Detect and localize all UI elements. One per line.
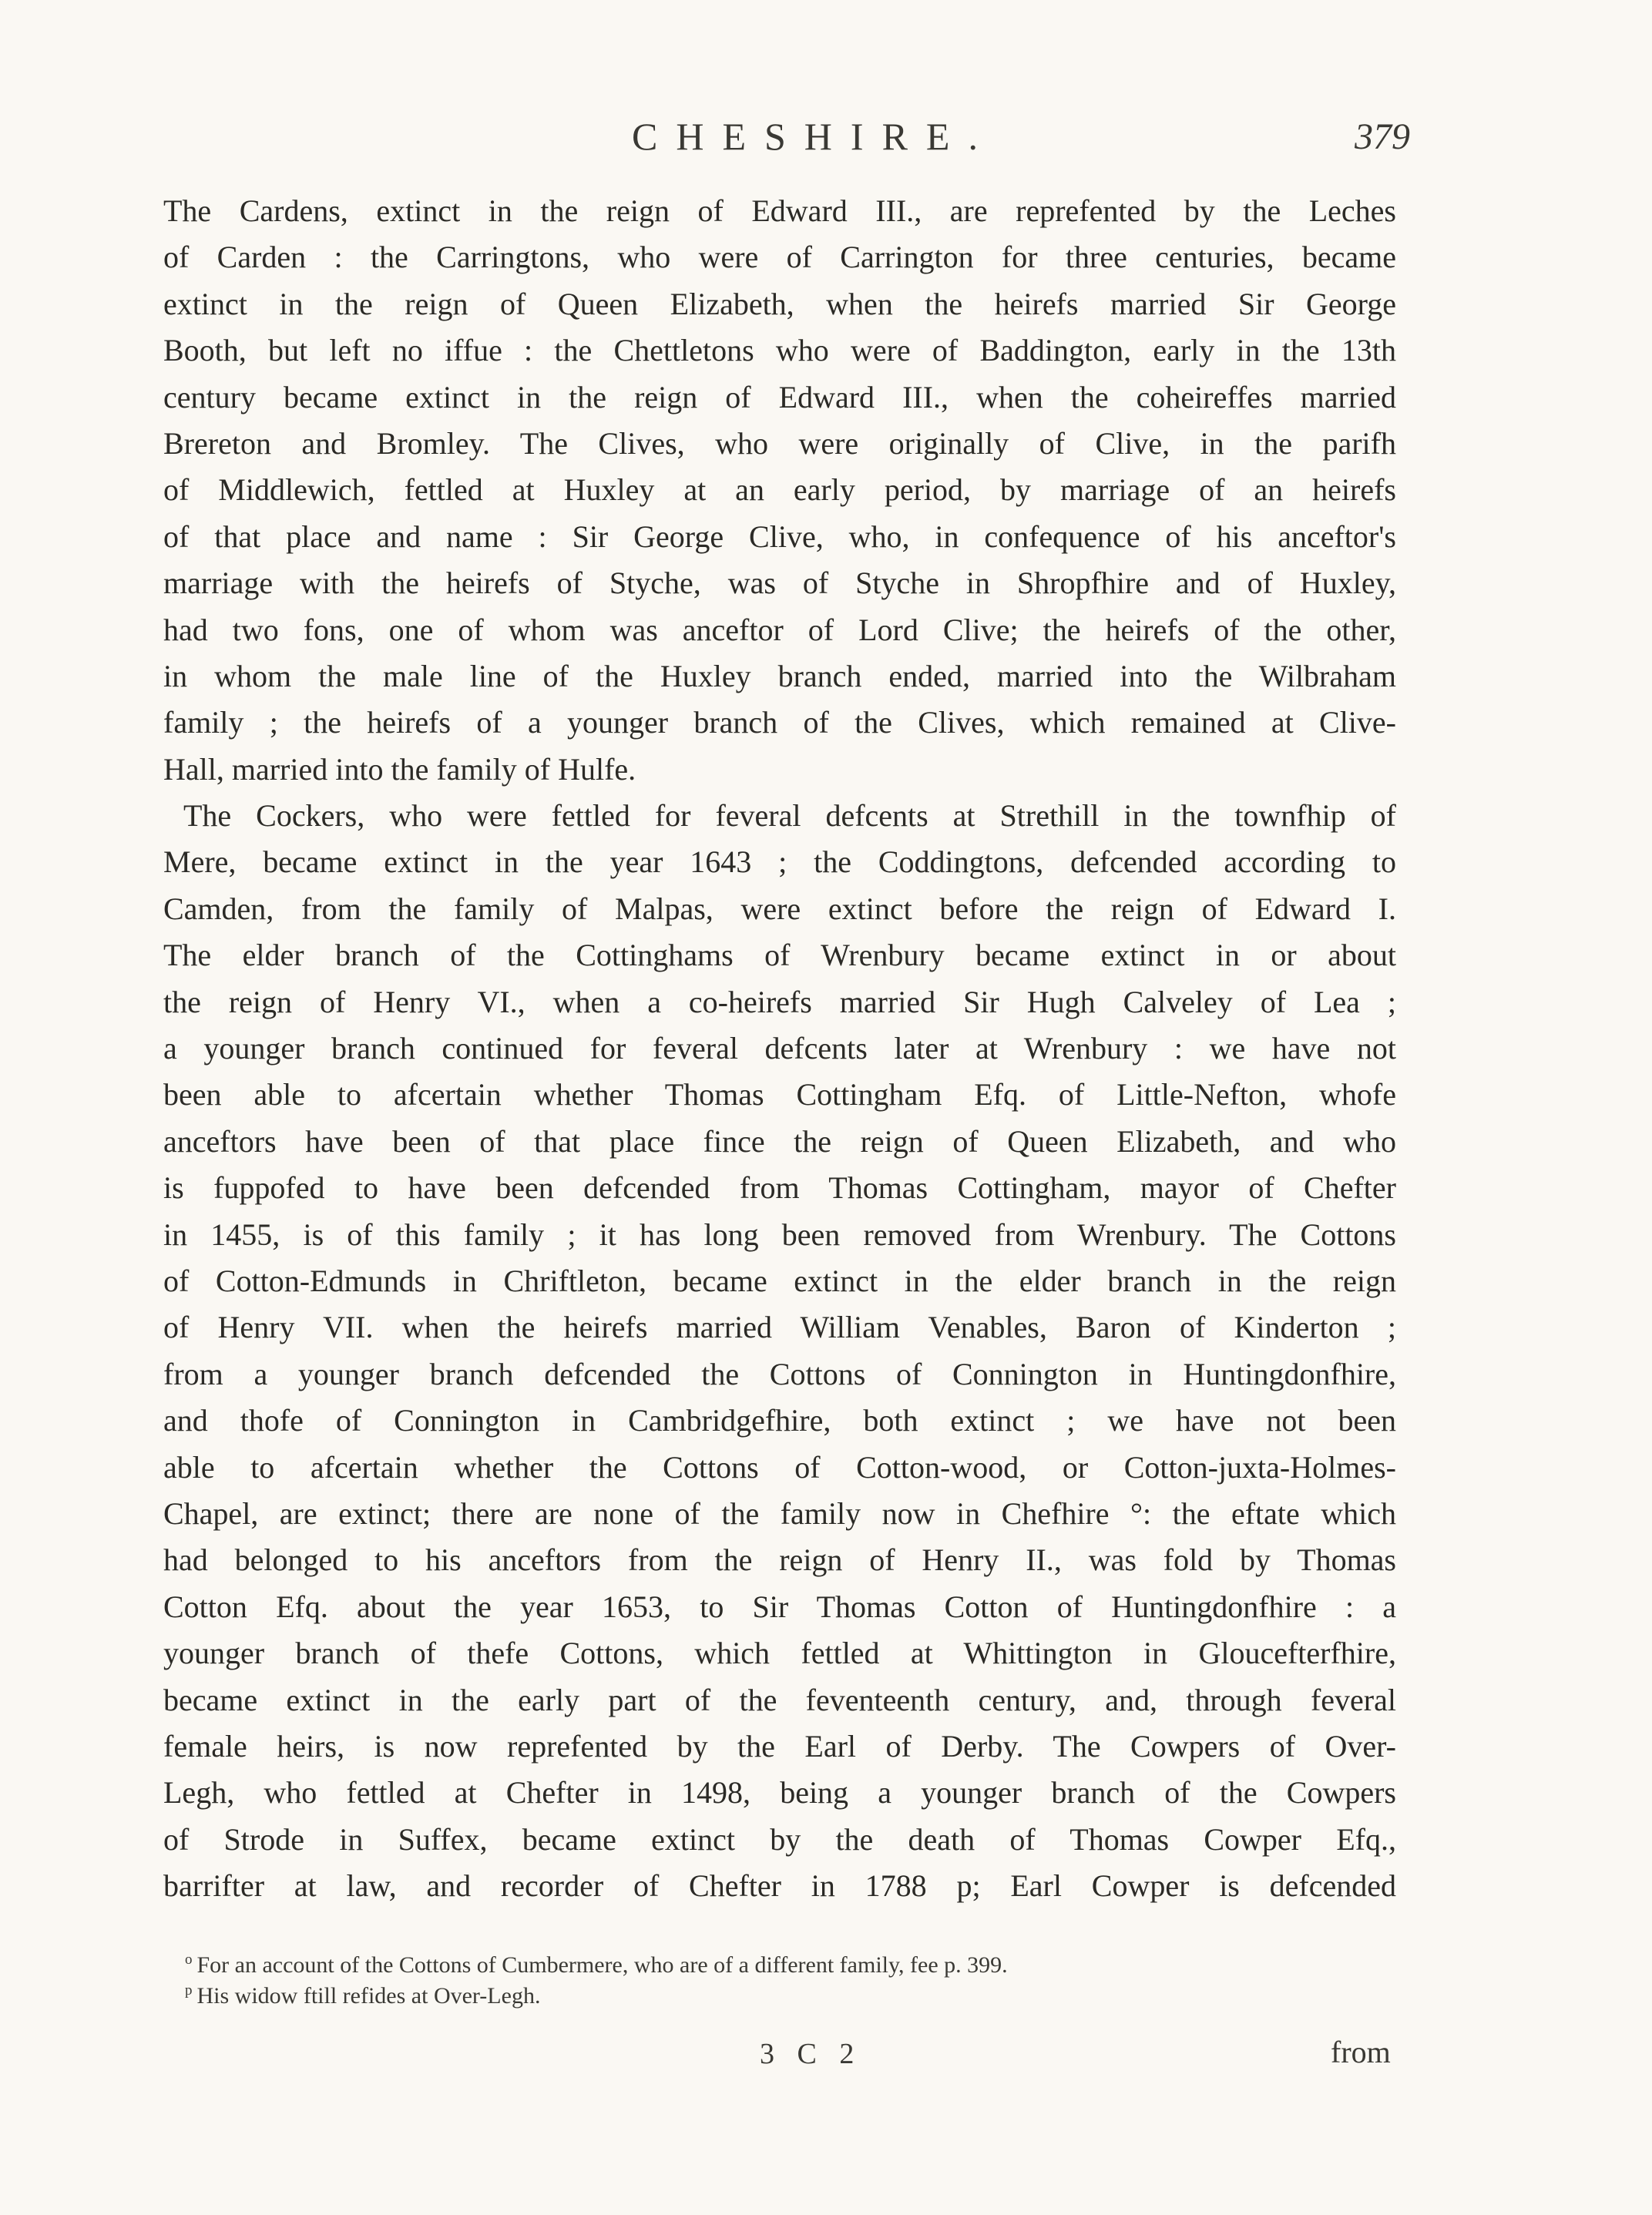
text-line: the reign of Henry VI., when a co-heirefs married Sir Hugh Calveley of Lea ; bbox=[163, 984, 1396, 1019]
footnote bbox=[185, 1975, 1387, 2009]
text-line: of Henry VII. when the heirefs married William Venables, Baron of Kinderton ; bbox=[163, 1310, 1396, 1345]
text-line: Legh, who fettled at Chefter in 1498, being a younger branch of the Cowpers bbox=[163, 1775, 1396, 1811]
text-line: Chapel, are extinct; there are none of the family now in Chefhire °: the eftate which bbox=[163, 1495, 1396, 1531]
text-line: had two fons, one of whom was anceftor of Lord Clive; the heirefs of the other, bbox=[163, 612, 1396, 647]
text-line: of Cotton-Edmunds in Chriftleton, became extinct in the elder branch in the reign bbox=[163, 1263, 1396, 1298]
printer-signature-mark: 3 C 2 bbox=[760, 2038, 862, 2070]
text-line: been able to afcertain whether Thomas Cottingham Efq. of Little-Nefton, whofe bbox=[163, 1077, 1396, 1113]
text-line: had belonged to his anceftors from the reign of Henry II., was fold by Thomas bbox=[163, 1542, 1396, 1578]
text-line: female heirs, is now reprefented by the Earl of Derby. The Cowpers of Over- bbox=[163, 1728, 1396, 1764]
text-line: of that place and name : Sir George Clive, who, in confequence of his anceftor's bbox=[163, 519, 1396, 554]
text-line: The Cardens, extinct in the reign of Edward III., are reprefented by the Leches bbox=[163, 193, 1396, 228]
text-line: able to afcertain whether the Cottons of Cotton-wood, or Cotton-juxta-Holmes- bbox=[163, 1449, 1396, 1485]
text-line: extinct in the reign of Queen Elizabeth, when the heirefs married Sir George bbox=[163, 286, 1396, 321]
text-line: The Cockers, who were fettled for feveral defcents at Strethill in the townfhip of bbox=[183, 798, 1396, 834]
text-line: from a younger branch defcended the Cottons of Connington in Huntingdonfhire, bbox=[163, 1356, 1396, 1391]
text-line: barrifter at law, and recorder of Chefter in 1788 p; Earl Cowper is defcended bbox=[163, 1868, 1396, 1904]
text-line: Booth, but left no iffue : the Chettletons who were of Baddington, early in the 13th bbox=[163, 333, 1396, 368]
text-line: of Carden : the Carringtons, who were of Carrington for three centuries, became bbox=[163, 240, 1396, 275]
text-line: in whom the male line of the Huxley branch ended, married into the Wilbraham bbox=[163, 658, 1396, 693]
text-line: Cotton Efq. about the year 1653, to Sir Thomas Cotton of Huntingdonfhire : a bbox=[163, 1589, 1396, 1624]
footnote-mark: o bbox=[185, 1952, 193, 1968]
footnote-mark: p bbox=[185, 1982, 193, 1999]
page-number: 379 bbox=[1355, 116, 1410, 157]
footnote-text: For an account of the Cottons of Cumbermere, who are of a different family, fee p. 399. bbox=[196, 1952, 1008, 1978]
running-head-title: CHESHIRE. bbox=[632, 115, 996, 158]
text-line: younger branch of thefe Cottons, which fettled at Whittington in Gloucefterfhire, bbox=[163, 1636, 1396, 1671]
text-line: and thofe of Connington in Cambridgefhire, both extinct ; we have not been bbox=[163, 1403, 1396, 1438]
text-line: of Middlewich, fettled at Huxley at an early period, by marriage of an heirefs bbox=[163, 472, 1396, 508]
text-line: marriage with the heirefs of Styche, was of Styche in Shropfhire and of Huxley, bbox=[163, 565, 1396, 601]
text-line: in 1455, is of this family ; it has long been removed from Wrenbury. The Cottons bbox=[163, 1217, 1396, 1252]
text-line: Mere, became extinct in the year 1643 ; the Coddingtons, defcended according to bbox=[163, 844, 1396, 880]
text-line: anceftors have been of that place fince the reign of Queen Elizabeth, and who bbox=[163, 1123, 1396, 1159]
text-line: Brereton and Bromley. The Clives, who were originally of Clive, in the parifh bbox=[163, 425, 1396, 461]
text-line: became extinct in the early part of the feventeenth century, and, through feveral bbox=[163, 1682, 1396, 1717]
text-line: The elder branch of the Cottinghams of Wrenbury became extinct in or about bbox=[163, 938, 1396, 973]
text-line: is fuppofed to have been defcended from Thomas Cottingham, mayor of Chefter bbox=[163, 1170, 1396, 1206]
text-line: family ; the heirefs of a younger branch of the Clives, which remained at Clive- bbox=[163, 705, 1396, 740]
text-line: Hall, married into the family of Hulfe. bbox=[163, 751, 636, 787]
footnotes bbox=[185, 1945, 1387, 2009]
text-line: of Strode in Suffex, became extinct by the death of Thomas Cowper Efq., bbox=[163, 1821, 1396, 1857]
footnote bbox=[185, 1945, 1387, 1978]
text-line: Camden, from the family of Malpas, were extinct before the reign of Edward I. bbox=[163, 891, 1396, 926]
text-line: a younger branch continued for feveral defcents later at Wrenbury : we have not bbox=[163, 1031, 1396, 1066]
body-text bbox=[163, 188, 1396, 1909]
text-line: century became extinct in the reign of Edward III., when the coheireffes married bbox=[163, 379, 1396, 414]
catchword: from bbox=[1331, 2035, 1391, 2069]
footnote-text: His widow ftill refides at Over-Legh. bbox=[196, 1983, 541, 2009]
